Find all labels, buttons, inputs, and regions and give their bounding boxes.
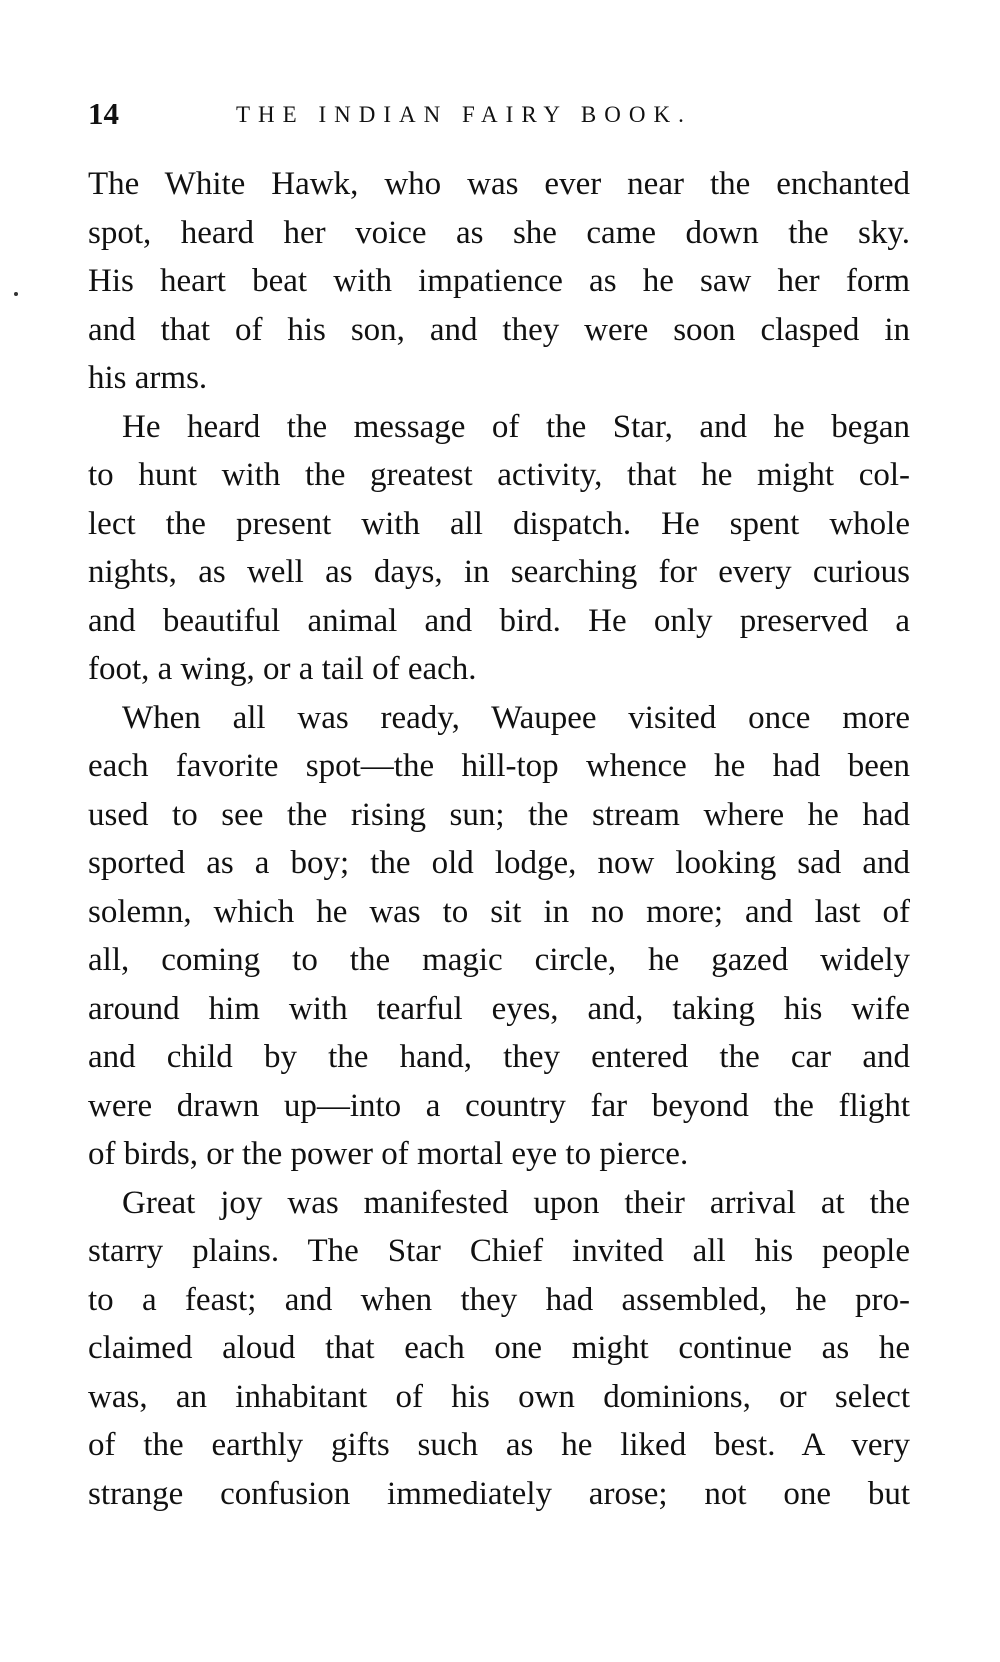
running-title: THE INDIAN FAIRY BOOK. — [236, 102, 692, 127]
text-line: all, coming to the magic circle, he gazed widely — [88, 942, 910, 978]
text-line: foot, a wing, or a tail of each. — [88, 651, 477, 687]
text-line: of birds, or the power of mortal eye to pierce. — [88, 1136, 689, 1172]
text-line: He heard the message of the Star, and he began — [122, 408, 910, 445]
text-line: When all was ready, Waupee visited once more — [122, 699, 910, 736]
text-line: sported as a boy; the old lodge, now looking sad and — [88, 845, 910, 881]
paragraph-2 — [88, 403, 910, 694]
text-line: strange confusion immediately arose; not one but — [88, 1475, 910, 1512]
body-text — [88, 160, 910, 1518]
text-line: were drawn up—into a country far beyond the flight — [88, 1087, 910, 1124]
text-line: used to see the rising sun; the stream where he had — [88, 796, 910, 833]
text-line: his arms. — [88, 360, 208, 396]
paragraph-3 — [88, 694, 910, 1179]
text-line: to hunt with the greatest activity, that he might col- — [88, 457, 910, 493]
paragraph-1 — [88, 160, 910, 403]
text-line: each favorite spot—the hill-top whence he had been — [88, 748, 910, 784]
text-line: lect the present with all dispatch. He spent whole — [88, 505, 910, 542]
text-line: nights, as well as days, in searching for every curious — [88, 554, 910, 590]
page-number: 14 — [88, 96, 119, 131]
text-line: The White Hawk, who was ever near the enchanted — [88, 166, 910, 202]
text-line: and that of his son, and they were soon clasped in — [88, 311, 910, 348]
ink-speck — [14, 292, 18, 296]
text-line: and child by the hand, they entered the car and — [88, 1039, 910, 1075]
page-header — [88, 96, 908, 136]
text-line: Great joy was manifested upon their arrival at the — [122, 1184, 910, 1221]
text-line: and beautiful animal and bird. He only preserved a — [88, 602, 910, 639]
text-line: claimed aloud that each one might continue as he — [88, 1330, 910, 1366]
text-line: starry plains. The Star Chief invited all his people — [88, 1233, 910, 1269]
text-line: of the earthly gifts such as he liked best. A very — [88, 1427, 910, 1463]
text-line: spot, heard her voice as she came down the sky. — [88, 214, 910, 251]
paragraph-4 — [88, 1179, 910, 1519]
text-line: to a feast; and when they had assembled, he pro- — [88, 1281, 910, 1318]
text-line: was, an inhabitant of his own dominions, or select — [88, 1378, 910, 1415]
text-line: His heart beat with impatience as he saw her form — [88, 263, 910, 299]
text-line: around him with tearful eyes, and, taking his wife — [88, 990, 910, 1027]
text-line: solemn, which he was to sit in no more; and last of — [88, 893, 910, 930]
